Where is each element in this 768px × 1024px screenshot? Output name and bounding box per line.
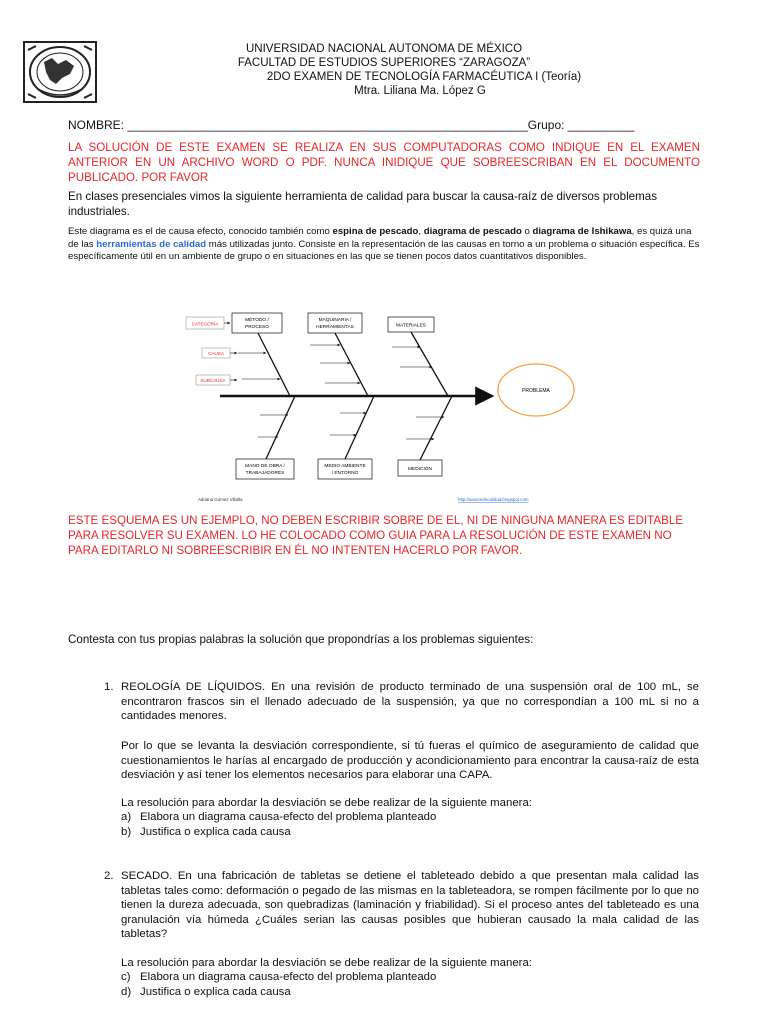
diagram-warning: ESTE ESQUEMA ES UN EJEMPLO, NO DEBEN ESCRIBIR SOBRE DE EL, NI DE NINGUNA MANERA ES EDITABLE PARA RESOLVER SU EXAMEN. LO HE COLOCADO COMO GUIA PARA LA RESOLUCIÓN DE ESTE EXAMEN NO PARA EDITARLO NI SOBREESCRIBIR EN ÉL NO INTENTEN HACERLO POR FAVOR. bbox=[68, 514, 684, 557]
q1-number: 1. bbox=[104, 681, 114, 693]
university-name: UNIVERSIDAD NACIONAL AUTONOMA DE MÉXICO bbox=[245, 43, 523, 55]
intro-text: En clases presenciales vimos la siguiente herramienta de calidad para buscar la causa-raíz de diversos problemas industriales. bbox=[68, 190, 658, 218]
q2-item-c-label: c) bbox=[121, 971, 131, 983]
box-materiales: MATERIALES bbox=[395, 323, 427, 329]
q1-item-a-label: a) bbox=[121, 811, 132, 823]
box-maquinaria-l2: HERRAMIENTAS bbox=[316, 325, 354, 330]
q1-item-a: Elabora un diagrama causa-efecto del problema planteado bbox=[140, 811, 437, 823]
box-medicion: MEDICIÓN bbox=[408, 467, 432, 472]
teacher-name: Mtra. Liliana Ma. López G bbox=[354, 85, 486, 97]
q1-item-b-label: b) bbox=[121, 826, 132, 838]
legend-categoria: CATEGORÍA bbox=[191, 321, 219, 327]
q2-statement: SECADO. En una fabricación de tabletas se detiene el tableteado debido a que presentan mala calidad las tabletas tales como: deformación o pegado de las mismas en la tableteadora, se rompen fácilmente por lo que no tienen la dureza adecuada, son quebradizas (laminación y friabilidad). Si el proceso antes del tableteado es una granulación vía húmeda ¿Cuáles serian las causas posibles que hubieran causado la mala calidad de las tabletas? bbox=[121, 870, 699, 941]
q1-question: Por lo que se levanta la desviación correspondiente, si tú fueras el químico de aseguramiento de calidad que cuestionamientos le harías al encargado de producción y acondicionamiento para encontrar la causa-raíz de esta desviación y así tener los elementos necesarios para elaborar una CAPA. bbox=[121, 740, 699, 782]
instruction-text: Contesta con tus propias palabras la solución que propondrías a los problemas siguientes: bbox=[68, 633, 534, 646]
name-group-line: NOMBRE: ____________________________________________________________Grupo: __________ bbox=[68, 118, 635, 132]
box-mano-l1: MANO DE OBRA / bbox=[245, 464, 285, 469]
faculty-name: FACULTAD DE ESTUDIOS SUPERIORES “ZARAGOZA” bbox=[237, 57, 531, 69]
problem-label: PROBLEMA bbox=[522, 388, 550, 394]
ishikawa-diagram bbox=[180, 305, 575, 510]
box-maquinaria-l1: MAQUINARIA / bbox=[318, 318, 352, 323]
q1-item-b: Justifica o explica cada causa bbox=[140, 826, 291, 838]
q2-number: 2. bbox=[104, 870, 114, 882]
legend-subcausa: SUBCAUSA bbox=[200, 378, 226, 383]
box-metodo-l1: MÉTODO / bbox=[245, 318, 269, 323]
diagram-description: Este diagrama es el de causa efecto, conocido también como espina de pescado, diagrama de pescado o diagrama de Ishikawa, es quizá una de las herramientas de calidad más utilizadas junto. Consiste en la representación de las causas en torno a un problema o situación específica. Es específicamente útil en un ambiente de grupo o en situaciones en las que se tienen pocos datos cuantitativos disponibles. bbox=[68, 226, 700, 263]
box-medio-l2: / ENTORNO bbox=[331, 471, 359, 476]
warning-instructions: LA SOLUCIÓN DE ESTE EXAMEN SE REALIZA EN SUS COMPUTADORAS COMO INDIQUE EN EL EXAMEN ANTERIOR EN UN ARCHIVO WORD O PDF. NUNCA INIDIQUE QUE SOBREESCRIBAN EN EL DOCUMENTO PUBLICADO. POR FAVOR bbox=[68, 141, 700, 184]
diagram-author: Adriana Gómez Villalta bbox=[198, 497, 243, 502]
q1-statement: REOLOGÍA DE LÍQUIDOS. En una revisión de producto terminado de una suspensión oral de 100 mL, se encontraron frascos sin el llenado adecuado de la suspensión, ya que no correspondían a 100 mL si no a cantidades menores. bbox=[121, 681, 699, 723]
q2-item-d-label: d) bbox=[121, 986, 132, 998]
exam-title: 2DO EXAMEN DE TECNOLOGÍA FARMACÉUTICA I (Teoría) bbox=[266, 71, 582, 83]
q1-resolution-intro: La resolución para abordar la desviación se debe realizar de la siguiente manera: bbox=[121, 797, 532, 809]
q2-item-d: Justifica o explica cada causa bbox=[140, 986, 291, 998]
legend-causa: CAUSA bbox=[208, 351, 224, 356]
diagram-source-url: http://aseoredecalidad.blogspot.com bbox=[458, 497, 529, 502]
q2-resolution-intro: La resolución para abordar la desviación se debe realizar de la siguiente manera: bbox=[121, 957, 532, 969]
box-metodo-l2: PROCESO bbox=[245, 325, 269, 330]
q2-item-c: Elabora un diagrama causa-efecto del problema planteado bbox=[140, 971, 437, 983]
box-mano-l2: TRABAJADORES bbox=[245, 471, 285, 476]
box-medio-l1: MEDIO AMBIENTE bbox=[324, 464, 366, 469]
quality-tools-link[interactable]: herramientas de calidad bbox=[96, 238, 207, 250]
